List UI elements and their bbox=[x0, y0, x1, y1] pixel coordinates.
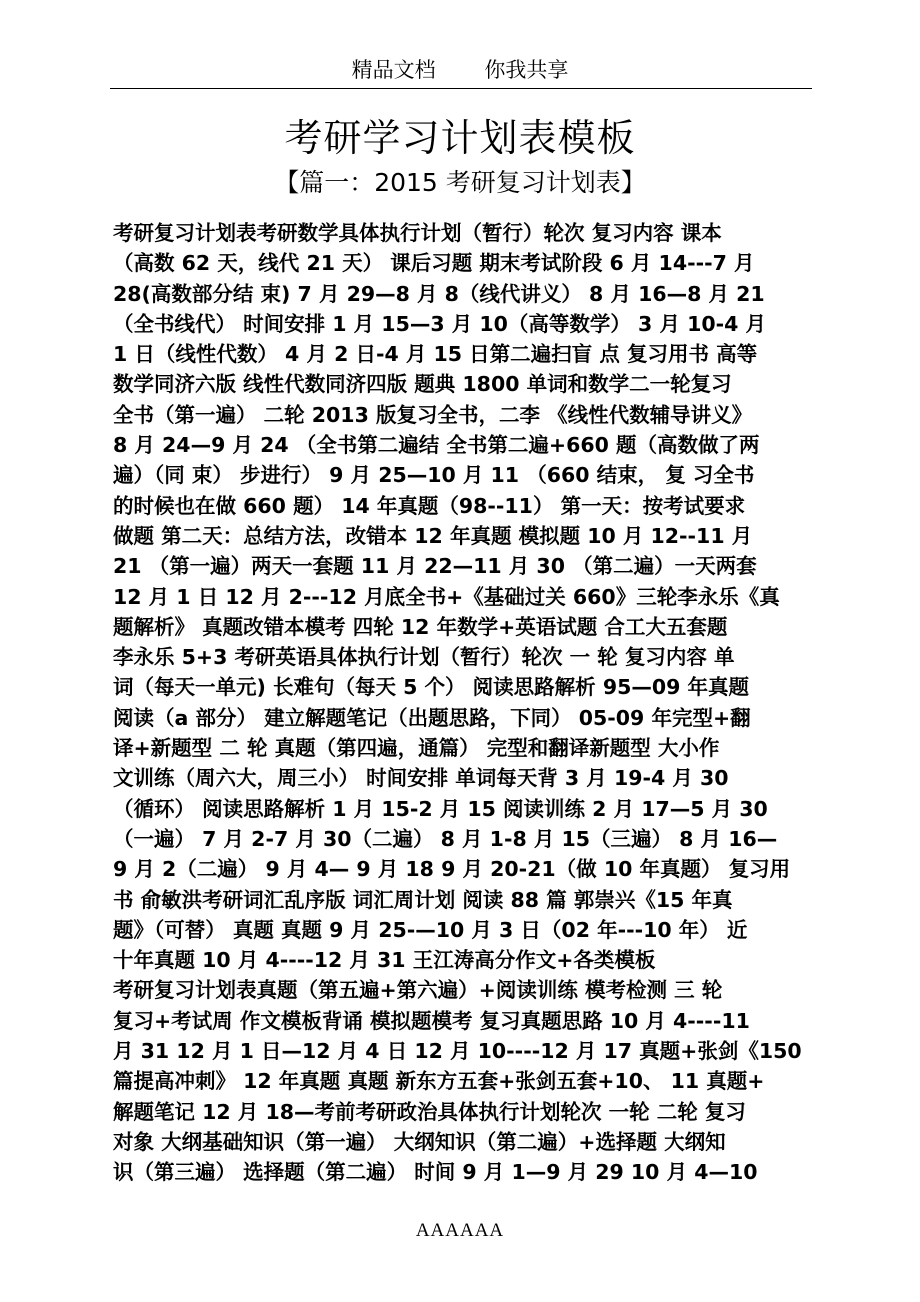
body-line: （全书线代） 时间安排 1 月 15—3 月 10（高等数学） 3 月 10-4 月 bbox=[113, 311, 767, 336]
header-right-text: 你我共享 bbox=[484, 58, 569, 82]
body-line: 译+新题型 二 轮 真题（第四遍，通篇） 完型和翻译新题型 大小作 bbox=[113, 736, 720, 761]
section-heading: 【篇一：2015 考研复习计划表】 bbox=[274, 168, 646, 197]
body-line: （一遍） 7 月 2-7 月 30（二遍） 8 月 1-8 月 15（三遍） 8 月 16— bbox=[113, 826, 778, 851]
page-header bbox=[0, 56, 920, 84]
body-line: 考研复习计划表考研数学具体执行计划（暂行）轮次 复习内容 课本 bbox=[113, 221, 722, 245]
body-line: 词（每天一单元) 长难句（每天 5 个） 阅读思路解析 95—09 年真题 bbox=[113, 675, 750, 700]
body-line: 题》（可替） 真题 真题 9 月 25-—10 月 3 日（02 年---10 年） 近 bbox=[113, 917, 748, 942]
body-line: 1 日（线性代数） 4 月 2 日-4 月 15 日第二遍扫盲 点 复习用书 高等 bbox=[113, 342, 758, 367]
body-line: 十年真题 10 月 4----12 月 31 王江涛高分作文+各类模板 bbox=[113, 948, 656, 973]
body-line: 篇提高冲刺》 12 年真题 真题 新东方五套+张剑五套+10、 11 真题+ bbox=[113, 1069, 765, 1094]
body-line: 做题 第二天：总结方法，改错本 12 年真题 模拟题 10 月 12--11 月 bbox=[113, 523, 753, 548]
body-line: 9 月 2（二遍） 9 月 4— 9 月 18 9 月 20-21（做 10 年真题） 复习用 bbox=[113, 857, 791, 882]
page-footer: AAAAAA bbox=[415, 1220, 505, 1241]
body-line: 阅读（a 部分） 建立解题笔记（出题思路，下同） 05-09 年完型+翻 bbox=[113, 705, 751, 730]
body-line: 考研复习计划表真题（第五遍+第六遍）+阅读训练 模考检测 三 轮 bbox=[113, 978, 723, 1003]
body-line: （高数 62 天，线代 21 天） 课后习题 期末考试阶段 6 月 14---7 月 bbox=[113, 251, 755, 276]
body-line: 识（第三遍） 选择题（第二遍） 时间 9 月 1—9 月 29 10 月 4—10 bbox=[113, 1160, 758, 1185]
body-line: 解题笔记 12 月 18—考前考研政治具体执行计划轮次 一轮 二轮 复习 bbox=[113, 1099, 746, 1124]
body-line: 月 31 12 月 1 日—12 月 4 日 12 月 10----12 月 17 真题+张剑《150 bbox=[113, 1039, 802, 1064]
header-left-text: 精品文档 bbox=[351, 58, 436, 82]
body-line: 复习+考试周 作文模板背诵 模拟题模考 复习真题思路 10 月 4----11 bbox=[113, 1008, 750, 1033]
body-line: 遍）（同 束） 步进行） 9 月 25—10 月 11 （660 结束， 复 习全书 bbox=[113, 463, 755, 488]
body-line: 文训练（周六大，周三小） 时间安排 单词每天背 3 月 19-4 月 30 bbox=[113, 766, 729, 791]
body-paragraph bbox=[113, 218, 813, 1188]
body-line: 书 俞敏洪考研词汇乱序版 词汇周计划 阅读 88 篇 郭崇兴《15 年真 bbox=[113, 887, 733, 912]
body-line: 题解析》 真题改错本模考 四轮 12 年数学+英语试题 合工大五套题 bbox=[113, 614, 728, 639]
body-line: 全书（第一遍） 二轮 2013 版复习全书，二李 《线性代数辅导讲义》 bbox=[113, 402, 753, 427]
body-line: 28(高数部分结 束) 7 月 29—8 月 8（线代讲义） 8 月 16—8 月 21 bbox=[113, 281, 765, 306]
body-line: 8 月 24—9 月 24 （全书第二遍结 全书第二遍+660 题（高数做了两 bbox=[113, 433, 760, 458]
header-divider bbox=[110, 88, 812, 89]
document-title: 考研学习计划表模板 bbox=[284, 116, 636, 160]
body-line: 对象 大纲基础知识（第一遍） 大纲知识（第二遍）+选择题 大纲知 bbox=[113, 1129, 726, 1154]
body-line: 数学同济六版 线性代数同济四版 题典 1800 单词和数学二一轮复习 bbox=[113, 372, 732, 397]
body-line: 21 （第一遍）两天一套题 11 月 22—11 月 30 （第二遍）一天两套 bbox=[113, 554, 757, 579]
body-line: 的时候也在做 660 题） 14 年真题（98--11） 第一天：按考试要求 bbox=[113, 493, 746, 518]
body-line: 李永乐 5+3 考研英语具体执行计划（暂行）轮次 一 轮 复习内容 单 bbox=[113, 645, 735, 670]
body-line: 12 月 1 日 12 月 2---12 月底全书+《基础过关 660》三轮李永乐《真 bbox=[113, 584, 780, 609]
body-line: （循环） 阅读思路解析 1 月 15-2 月 15 阅读训练 2 月 17—5 月 30 bbox=[113, 796, 768, 821]
